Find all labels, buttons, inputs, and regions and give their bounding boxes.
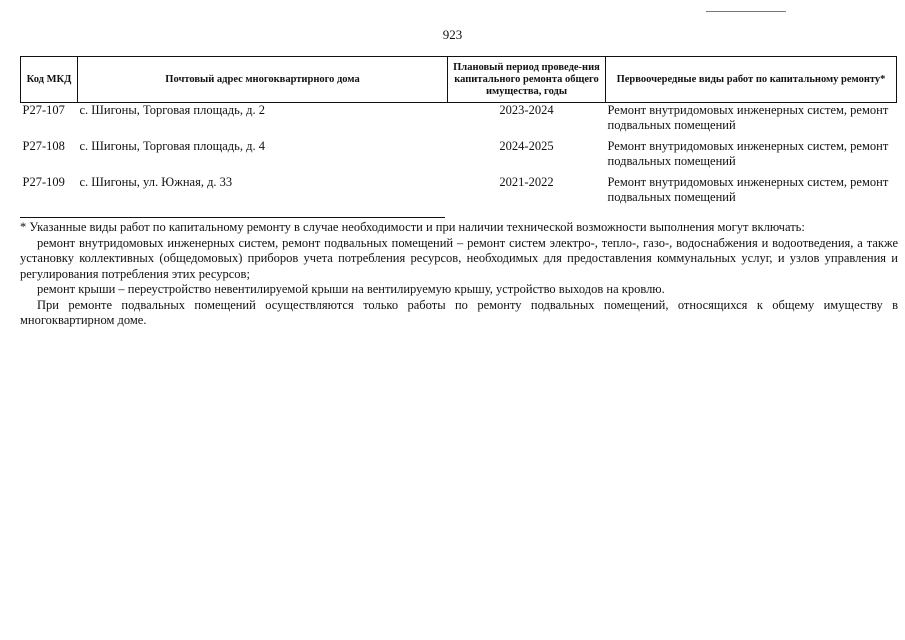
cell-works: Ремонт внутридомовых инженерных систем, ремонт подвальных помещений bbox=[607, 175, 889, 204]
cell-code: Р27-107 bbox=[22, 103, 65, 117]
footnote-item-basement: При ремонте подвальных помещений осуществляются только работы по ремонту подвальных помещений, относящихся к общему имуществу в многоквартирном доме. bbox=[20, 297, 898, 327]
scan-artifact-line bbox=[706, 11, 786, 12]
cell-works: Ремонт внутридомовых инженерных систем, ремонт подвальных помещений bbox=[607, 103, 889, 132]
footnote-item-engineering: ремонт внутридомовых инженерных систем, ремонт подвальных помещений – ремонт систем электро-, тепло-, газо-, водоснабжения и водоотведения, а также установку коллективных (общедомовых) приборов учета потребления ресурсов, необходимых для предоставления коммунальных услуг, и узлов управления и регулирования потребления этих ресурсов; bbox=[20, 235, 898, 281]
header-address: Почтовый адрес многоквартирного дома bbox=[78, 57, 448, 103]
table-row bbox=[21, 139, 897, 175]
table-header-row bbox=[21, 57, 897, 103]
cell-period: 2023-2024 bbox=[499, 103, 554, 117]
cell-code: Р27-108 bbox=[22, 139, 65, 153]
cell-address: с. Шигоны, Торговая площадь, д. 2 bbox=[79, 103, 265, 117]
cell-works: Ремонт внутридомовых инженерных систем, ремонт подвальных помещений bbox=[607, 139, 889, 168]
header-period: Плановый период проведе-ния капитального ремонта общего имущества, годы bbox=[448, 57, 606, 103]
footnote bbox=[20, 220, 898, 329]
repair-schedule-table bbox=[20, 56, 897, 211]
cell-address: с. Шигоны, Торговая площадь, д. 4 bbox=[79, 139, 265, 153]
cell-period: 2021-2022 bbox=[499, 175, 554, 189]
cell-period: 2024-2025 bbox=[499, 139, 554, 153]
footnote-separator bbox=[20, 217, 445, 218]
cell-code: Р27-109 bbox=[22, 175, 65, 189]
footnote-item-roof: ремонт крыши – переустройство невентилируемой крыши на вентилируемую крышу, устройство выходов на кровлю. bbox=[37, 282, 665, 296]
table-row bbox=[21, 175, 897, 211]
cell-address: с. Шигоны, ул. Южная, д. 33 bbox=[79, 175, 233, 189]
page-number: 923 bbox=[442, 27, 463, 42]
header-code: Код МКД bbox=[21, 57, 78, 103]
table-row bbox=[21, 103, 897, 140]
header-works: Первоочередные виды работ по капитальному ремонту* bbox=[606, 57, 897, 103]
footnote-intro: * Указанные виды работ по капитальному ремонту в случае необходимости и при наличии технической возможности выполнения могут включать: bbox=[20, 220, 805, 234]
